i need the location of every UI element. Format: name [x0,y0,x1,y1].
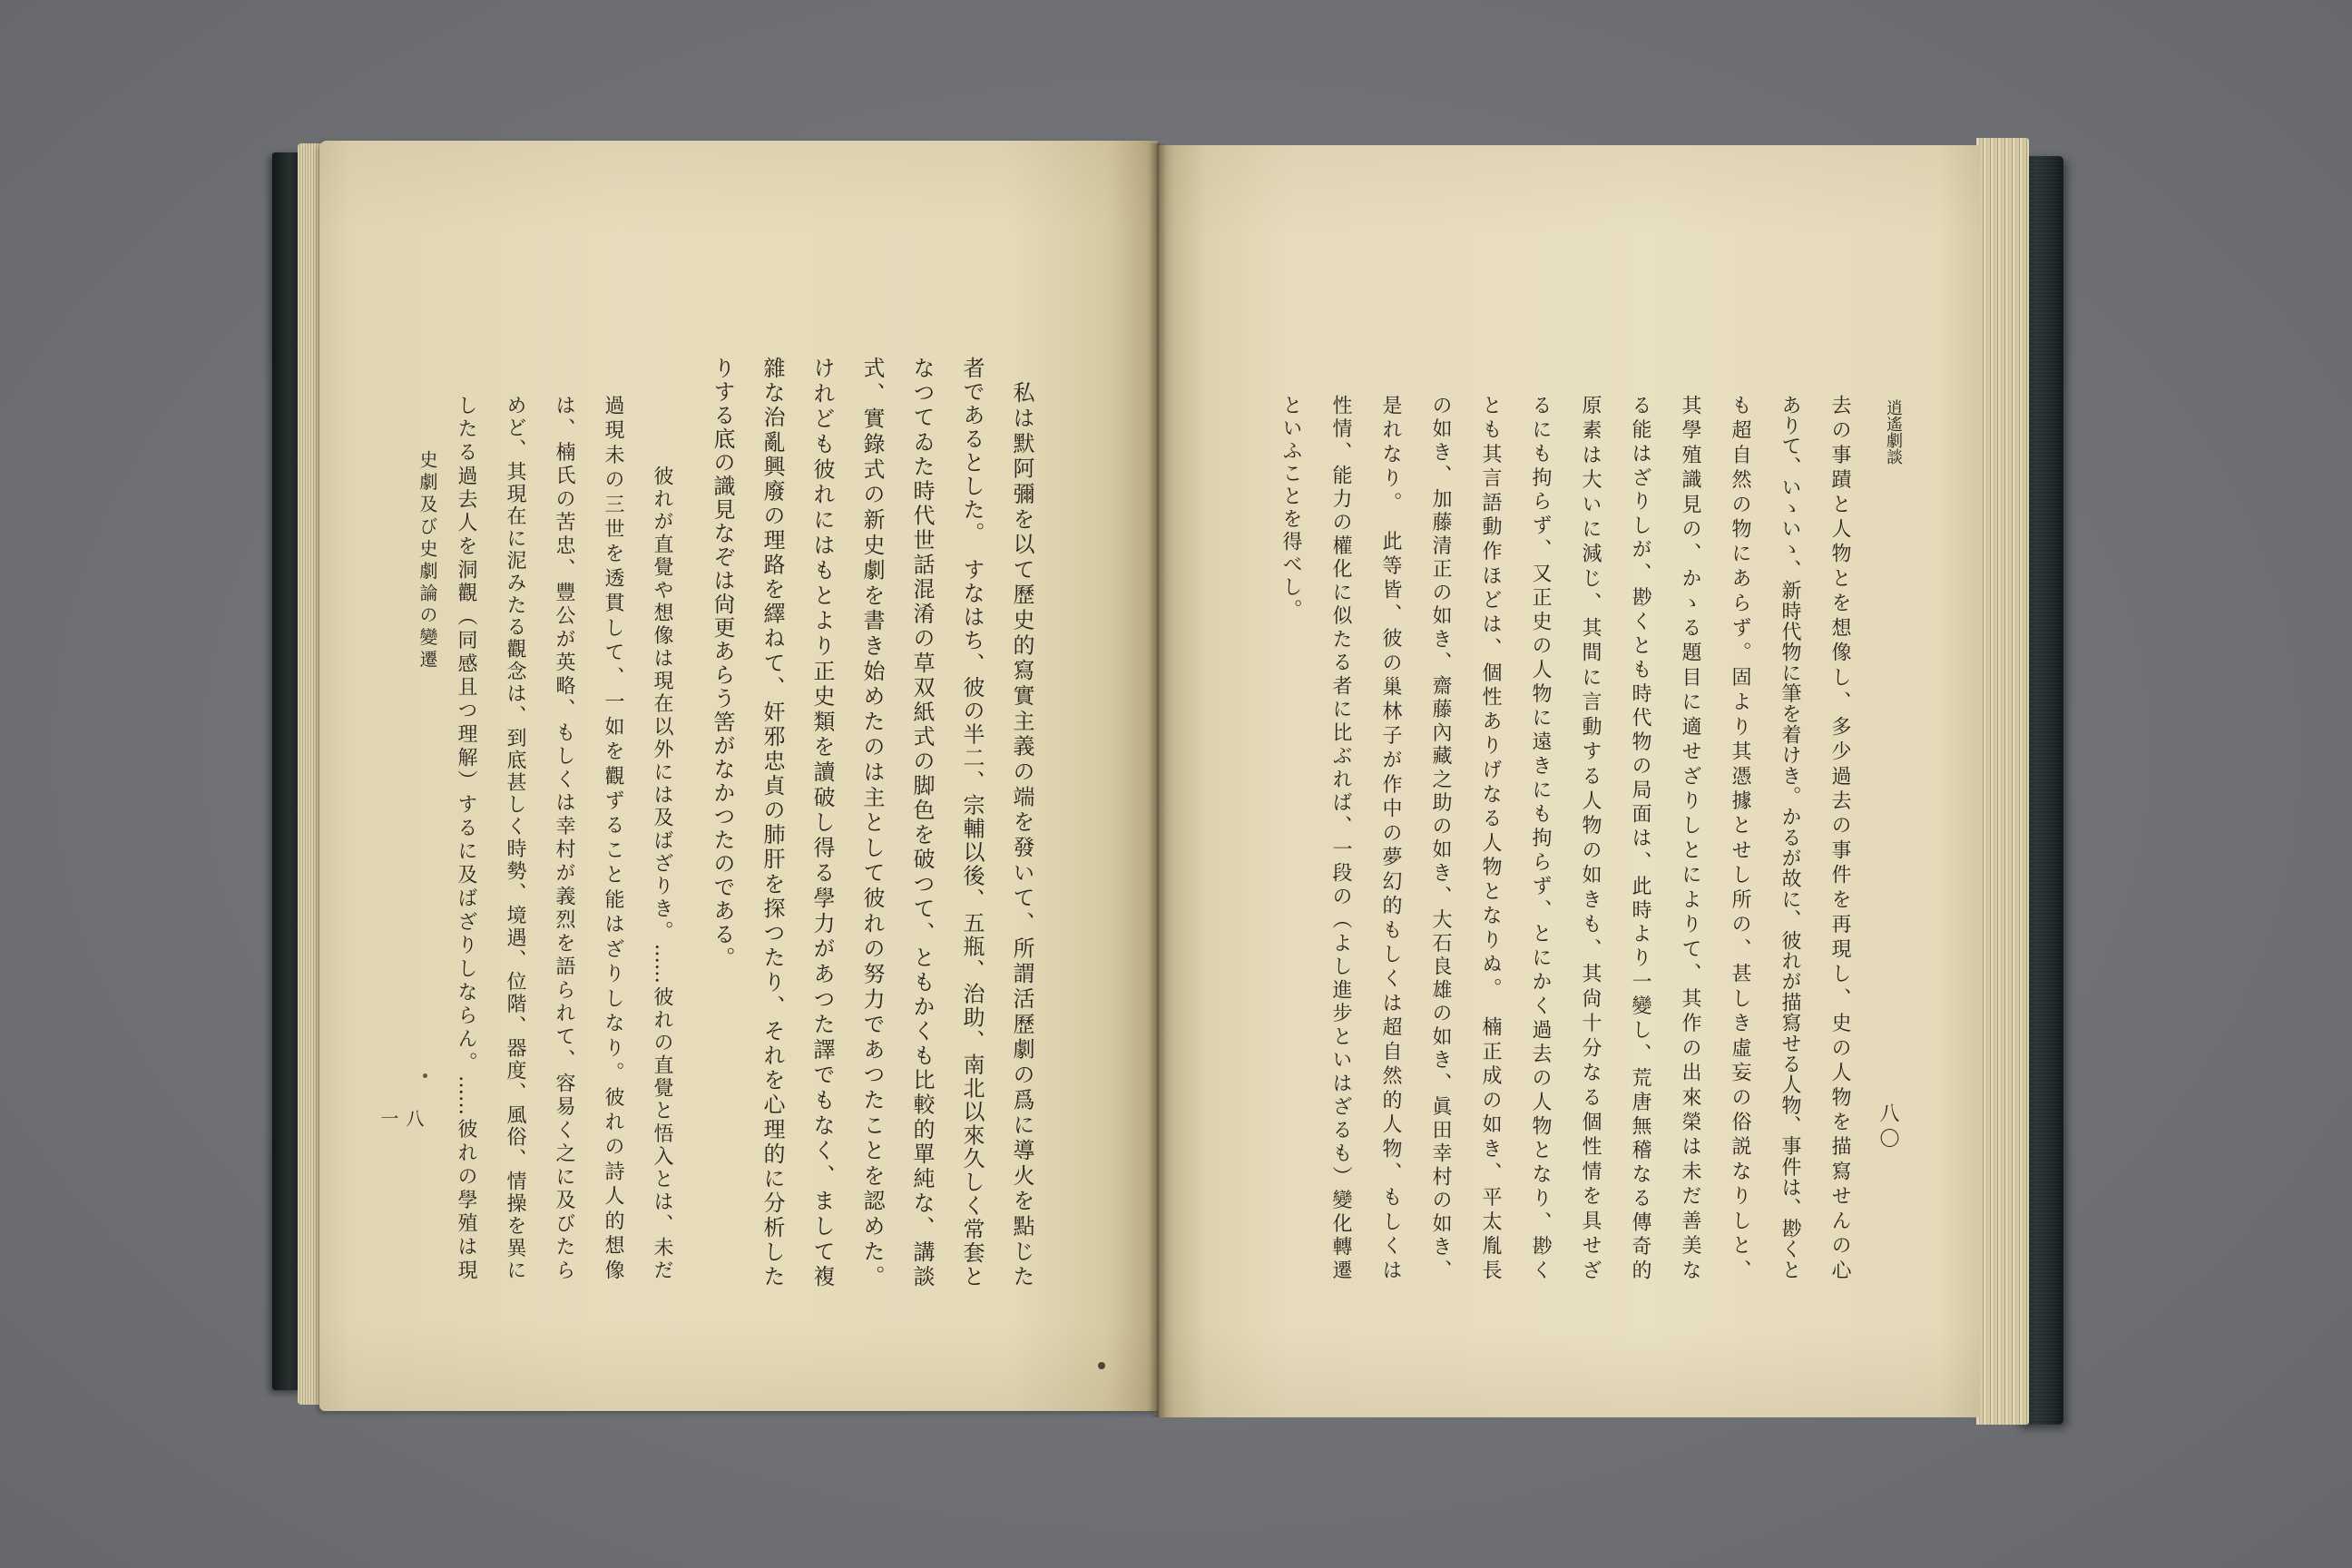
text-column: 性情、能力の權化に似たる者に比ぶれば、一段の（よし進步といはざるも）變化轉遷 [1329,395,1352,1279]
quote-column: めど、其現在に泥みたる觀念は、到底甚しく時勢、境遇、位階、器度、風俗、情操を異に [504,395,526,1280]
text-column: 去の事蹟と人物とを想像し、多少過去の事件を再現し、史の人物を描寫せんの心 [1828,395,1851,1279]
text-column: 原素は大いに減じ、其間に言動する人物の如きも、其尙十分なる個性情を具せざ [1579,395,1602,1279]
text-column: 其學殖識見の、かゝる題目に適せざりしとによりて、其作の出來榮は未だ善美な [1679,395,1701,1280]
ink-spot [423,1073,427,1078]
running-head: 逍遙劇談 [1884,399,1903,465]
text-column: 式、實錄式の新史劇を書き始めたのは主として彼れの努力であつたことを認めた。 [859,357,885,1287]
quote-column: 過現未の三世を透貫して、一如を觀ずること能はざりしなり。彼れの詩人的想像 [602,395,624,1280]
text-column: 私は默阿彌を以て歷史的寫實主義の端を發いて、所謂活歷劇の爲に導火を點じた [1009,381,1034,1287]
text-column: といふことを得べし。 [1279,395,1302,622]
quote-column: は、楠氏の苦忠、豐公が英略、もしくは幸村が義烈を語られて、容易く之に及びたら [553,395,575,1279]
text-column: 是れなり。 此等皆、彼の巢林子が作中の夢幻的もしくは超自然的人物、もしくは [1379,395,1402,1279]
text-column: 者であるとした。 すなはち、彼の半二、宗輔以後、五瓶、治助、南北以來久しく常套と [959,357,985,1287]
left-page [319,141,1158,1411]
running-head: 史劇及び史劇論の變遷 [416,450,438,668]
text-column: りする底の識見なぞは尙更あらう筈がなかつたのである。 [710,357,735,970]
text-column: けれども彼れにはもとより正史類を讀破し得る學力があつた譯でもなく、まして複 [809,357,835,1287]
text-column: とも其言語動作ほどは、個性ありげなる人物となりぬ。 楠正成の如き、平太胤長 [1479,395,1502,1279]
text-column: るにも拘らず、又正史の人物に遠きにも拘らず、とにかく過去の人物となり、尠く [1529,395,1552,1279]
ink-spot [1098,1362,1105,1369]
text-column: ありて、いゝいゝ、新時代物に筆を着けき。かるが故に、彼れが描寫せる人物、事件は、尠くと [1779,395,1801,1280]
text-column: も超自然の物にあらず。固より其憑據とせし所の、甚しき虛妄の俗説なりしと、 [1729,395,1751,1280]
page-number: 八〇 [1877,1102,1899,1153]
text-column: 雜な治亂興廢の理路を繹ねて、奸邪忠貞の肺肝を探つたり、それを心理的に分析した [760,357,785,1287]
text-column: る能はざりしが、尠くとも時代物の局面は、此時より一變し、荒唐無稽なる傳奇的 [1629,395,1651,1279]
text-column: の如き、加藤清正の如き、齋藤內藏之助の如き、大石良雄の如き、眞田幸村の如き、 [1429,395,1452,1279]
text-column: なつてゐた時代世話混淆の草双紙式の脚色を破つて、ともかくも比較的單純な、講談 [909,357,935,1287]
main-text-block [1266,395,1865,1279]
quote-column: したる過去人を洞觀（同感且つ理解）するに及ばざりしならん。……彼れの學殖は現 [455,395,477,1279]
right-page [1158,145,1980,1417]
quoted-text-block [441,395,686,1279]
book-gutter [1149,143,1167,1417]
quote-column: 彼れが直覺や想像は現在以外には及ばざりき。……彼れの直覺と悟入とは、未だ [651,466,673,1279]
page-stack-right [1976,138,2029,1425]
main-text-block [697,357,1046,1287]
page-number: 八一 [377,1109,425,1132]
